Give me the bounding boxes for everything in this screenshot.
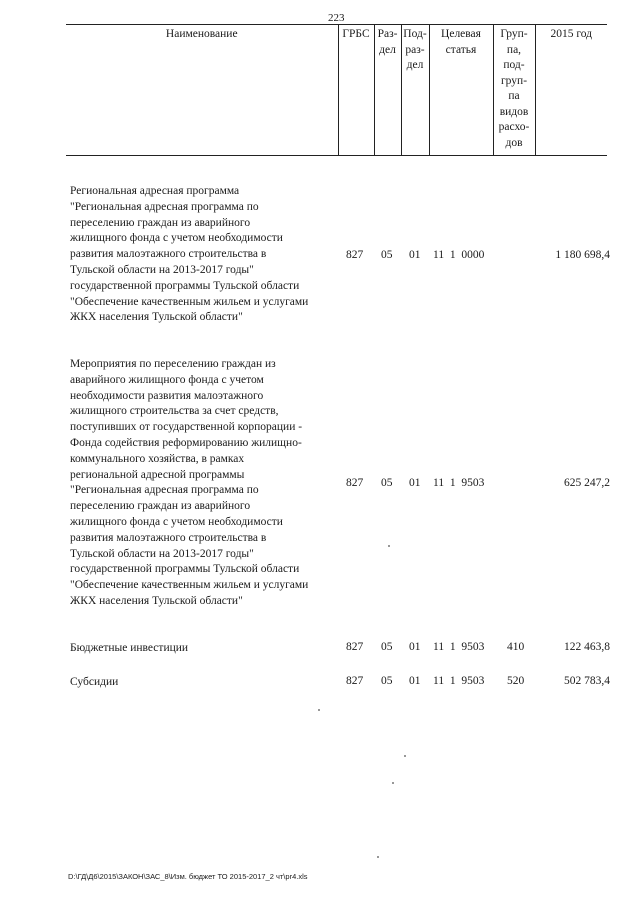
row-amount: 502 783,4 bbox=[564, 675, 610, 687]
row-razdel: 05 bbox=[381, 249, 393, 261]
file-path-footer: D:\ГД\Д6\2015\ЗАКОН\ЗАС_8\Изм. бюджет ТО 2015-2017_2 чт\pr4.xls bbox=[68, 872, 308, 881]
row-group: 410 bbox=[507, 641, 525, 653]
row-amount: 122 463,8 bbox=[564, 641, 610, 653]
header-year: 2015 год bbox=[535, 25, 607, 156]
row-name: Субсидии bbox=[70, 676, 119, 688]
row-grbs: 827 bbox=[346, 675, 364, 687]
row-target: 11 1 9503 bbox=[433, 641, 485, 653]
header-grbs: ГРБС bbox=[338, 25, 374, 156]
row-group: 520 bbox=[507, 675, 525, 687]
row-grbs: 827 bbox=[346, 641, 364, 653]
header-target: Целевая статья bbox=[429, 25, 493, 156]
header-group: Груп- па, под- груп- па видов расхо- дов bbox=[493, 25, 535, 156]
row-podrazdel: 01 bbox=[409, 675, 421, 687]
row-podrazdel: 01 bbox=[409, 477, 421, 489]
header-name: Наименование bbox=[66, 25, 338, 156]
row-razdel: 05 bbox=[381, 675, 393, 687]
header-razdel: Раз- дел bbox=[374, 25, 401, 156]
table-header bbox=[66, 24, 607, 156]
row-amount: 625 247,2 bbox=[564, 477, 610, 489]
row-razdel: 05 bbox=[381, 641, 393, 653]
scan-speck bbox=[388, 545, 390, 547]
scan-speck bbox=[377, 856, 379, 858]
row-target: 11 1 0000 bbox=[433, 249, 485, 261]
row-target: 11 1 9503 bbox=[433, 477, 485, 489]
row-name: Мероприятия по переселению граждан из аварийного жилищного фонда с учетом необходимости развития малоэтажного жилищного строительства за счет средств, поступивших от государственной корпорации - Фонда содействия реформированию жилищно- коммунального хозяйства, в рамках региональной адресной программы "Региональная адресная программа по переселению граждан из аварийного жилищного фонда с учетом необходимости развития малоэтажного строительства в Тульской области на 2013-2017 годы" государственной программы Тульской области "Обеспечение качественным жильем и услугами ЖКХ населения Тульской области" bbox=[70, 358, 309, 607]
page-number: 223 bbox=[328, 12, 345, 24]
row-razdel: 05 bbox=[381, 477, 393, 489]
row-name: Бюджетные инвестиции bbox=[70, 642, 189, 654]
row-podrazdel: 01 bbox=[409, 641, 421, 653]
scan-speck bbox=[404, 755, 406, 757]
row-target: 11 1 9503 bbox=[433, 675, 485, 687]
row-podrazdel: 01 bbox=[409, 249, 421, 261]
row-name: Региональная адресная программа "Региональная адресная программа по переселению граждан из аварийного жилищного фонда с учетом необходимости развития малоэтажного строительства в Тульской области на 2013-2017 годы" государственной программы Тульской области "Обеспечение качественным жильем и услугами ЖКХ населения Тульской области" bbox=[70, 185, 309, 324]
row-amount: 1 180 698,4 bbox=[555, 249, 610, 261]
scan-speck bbox=[392, 782, 394, 784]
header-podrazdel: Под- раз- дел bbox=[401, 25, 429, 156]
row-grbs: 827 bbox=[346, 477, 364, 489]
scan-speck bbox=[318, 709, 320, 711]
row-grbs: 827 bbox=[346, 249, 364, 261]
